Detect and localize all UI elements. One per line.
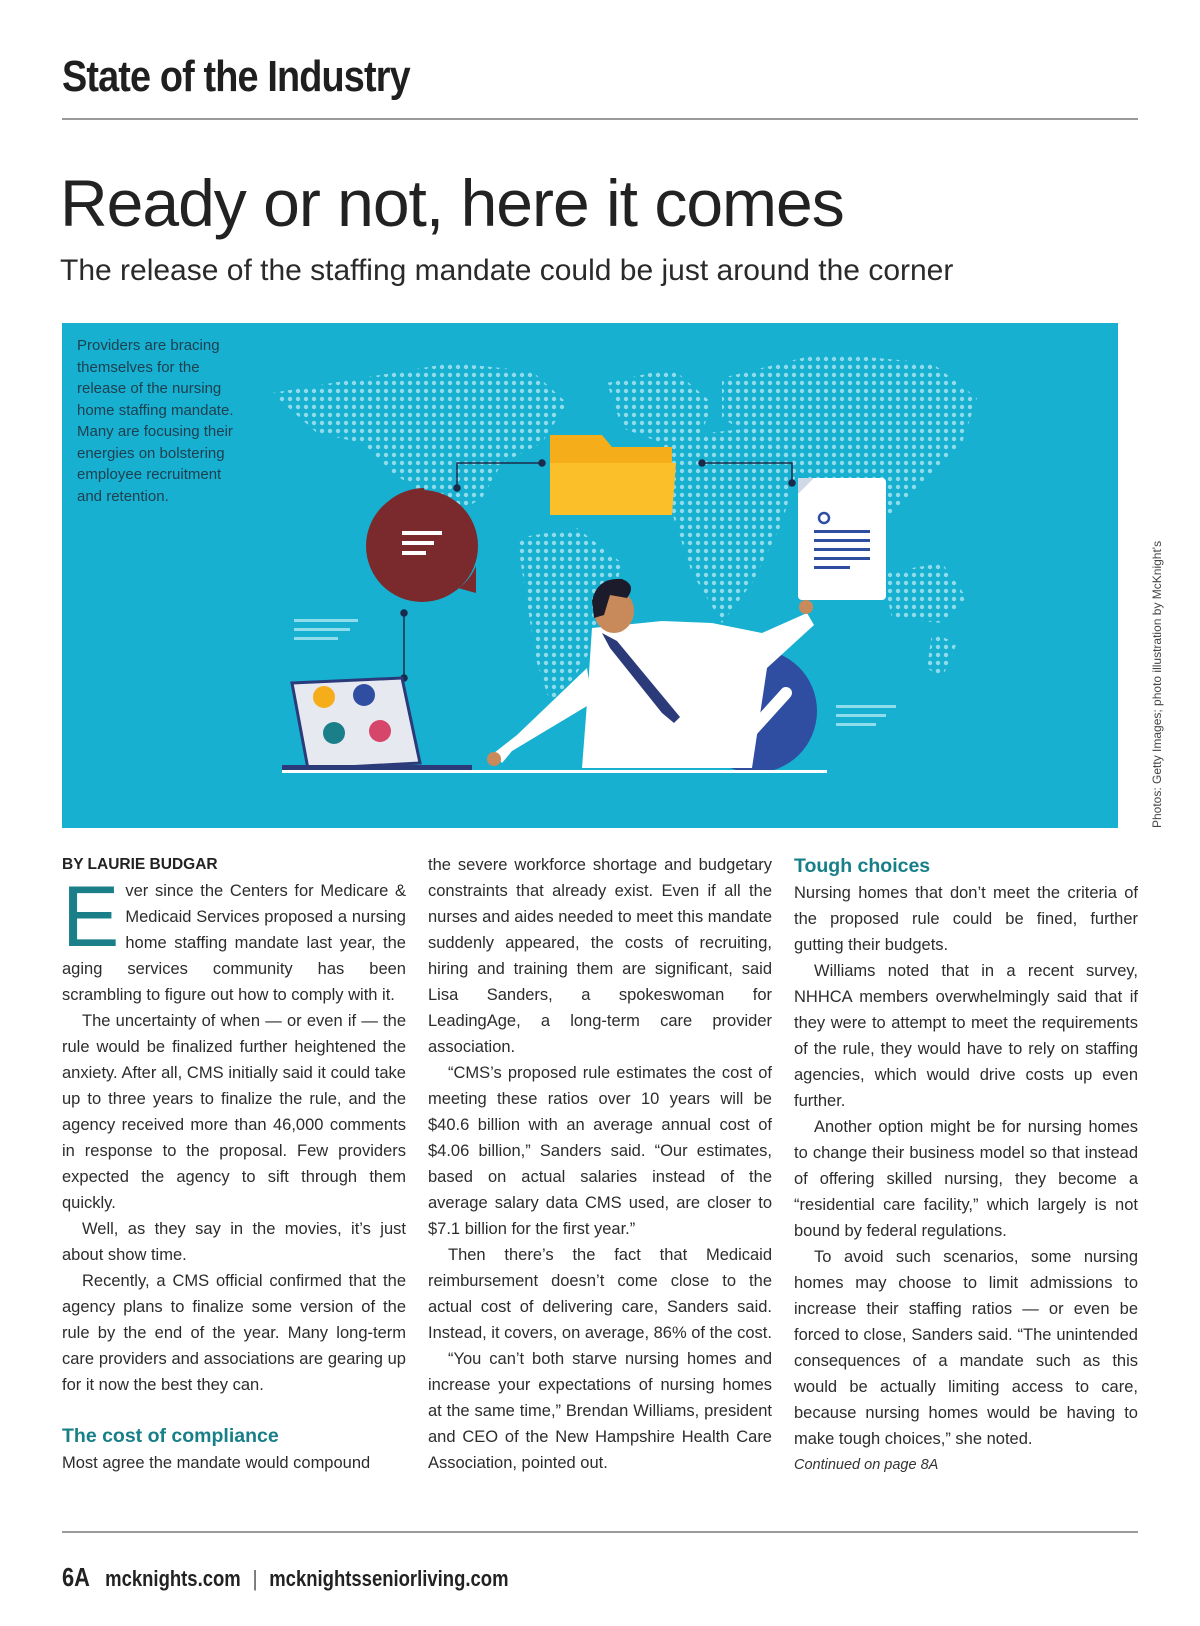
footer-separator: |	[252, 1566, 258, 1591]
dek: The release of the staffing mandate could be just around the corner	[60, 254, 954, 287]
document-icon	[798, 478, 886, 600]
body-paragraph: “You can’t both starve nursing homes and increase your expectations of nursing homes at the same time,” Brendan Williams, president and CEO of the New Hampshire Health Care Association, pointed out.	[428, 1350, 772, 1472]
laptop-icon	[282, 678, 472, 771]
article-column-2	[428, 852, 772, 1476]
footer-site-link[interactable]: mcknights.com	[105, 1566, 241, 1591]
header-rule	[62, 118, 1138, 120]
body-paragraph: Recently, a CMS official confirmed that the agency plans to finalize some version of the rule by the end of the year. Many long-term care providers and associations are gearing up for it now the best they can.	[62, 1272, 406, 1394]
hero-illustration	[62, 323, 1118, 828]
body-paragraph: To avoid such scenarios, some nursing homes may choose to limit admissions to increase their staffing ratios — or even be forced to close, Sanders said. “The unintended consequences of a mandate such as this would be actually limiting access to care, because nursing homes would be having to make tough choices,” she noted.	[794, 1248, 1138, 1448]
body-paragraph: Well, as they say in the movies, it’s just about show time.	[62, 1220, 406, 1264]
body-paragraph: Another option might be for nursing homes to change their business model so that instead of offering skilled nursing, they become a “residential care facility,” which largely is not bound by federal regulations.	[794, 1118, 1138, 1240]
footer	[62, 1562, 509, 1593]
section-title: State of the Industry	[62, 52, 410, 101]
body-paragraph: Then there’s the fact that Medicaid reimbursement doesn’t come close to the actual cost of delivering care, Sanders said. Instead, it covers, on average, 86% of the cost.	[428, 1246, 772, 1342]
footer-rule	[62, 1531, 1138, 1533]
continued-note: Continued on page 8A	[794, 1457, 939, 1473]
page-number: 6A	[62, 1562, 90, 1592]
image-credit: Photos: Getty Images; photo illustration by McKnight's	[1150, 540, 1164, 828]
body-paragraph: ver since the Centers for Medicare & Medicaid Services proposed a nursing home staffing mandate last year, the aging services community has been scrambling to figure out how to comply with it.	[62, 882, 406, 1004]
headline: Ready or not, here it comes	[60, 166, 844, 240]
body-paragraph: “CMS’s proposed rule estimates the cost of meeting these ratios over 10 years will be $40.6 billion with an average annual cost of $4.06 billion,” Sanders said. “Our estimates, based on actual salaries instead of the average salary data CMS used, are closer to $7.1 billion for the first year.”	[428, 1064, 772, 1238]
footer-site-link[interactable]: mcknightsseniorliving.com	[269, 1566, 509, 1591]
subhead-cost-of-compliance: The cost of compliance	[62, 1425, 279, 1447]
article-column-1	[62, 852, 406, 1476]
drop-cap: E	[62, 869, 120, 965]
article-column-3	[794, 852, 1138, 1478]
subhead-tough-choices: Tough choices	[794, 855, 931, 877]
body-paragraph: Nursing homes that don’t meet the criteria of the proposed rule could be fined, further gutting their budgets.	[794, 884, 1138, 954]
body-paragraph: Most agree the mandate would compound	[62, 1454, 371, 1472]
body-paragraph: Williams noted that in a recent survey, NHHCA members overwhelmingly said that if they were to attempt to meet the requirements of the rule, they would have to rely on staffing agencies, which would drive costs up even further.	[794, 962, 1138, 1110]
folder-icon	[550, 435, 676, 515]
byline: BY LAURIE BUDGAR	[62, 856, 218, 873]
body-paragraph: The uncertainty of when — or even if — the rule would be finalized further heightened the anxiety. After all, CMS initially said it could take up to three years to finalize the rule, and the agency received more than 46,000 comments in response to the proposal. Few providers expected the agency to sift through them quickly.	[62, 1012, 406, 1212]
image-caption: Providers are bracing themselves for the release of the nursing home staffing mandate. Many are focusing their energies on bolstering employee recruitment and retention.	[77, 337, 234, 505]
body-paragraph: the severe workforce shortage and budgetary constraints that already exist. Even if all the nurses and aides needed to meet this mandate suddenly appeared, the costs of recruiting, hiring and training them are significant, said Lisa Sanders, a spokeswoman for LeadingAge, a long-term care provider association.	[428, 856, 772, 1056]
